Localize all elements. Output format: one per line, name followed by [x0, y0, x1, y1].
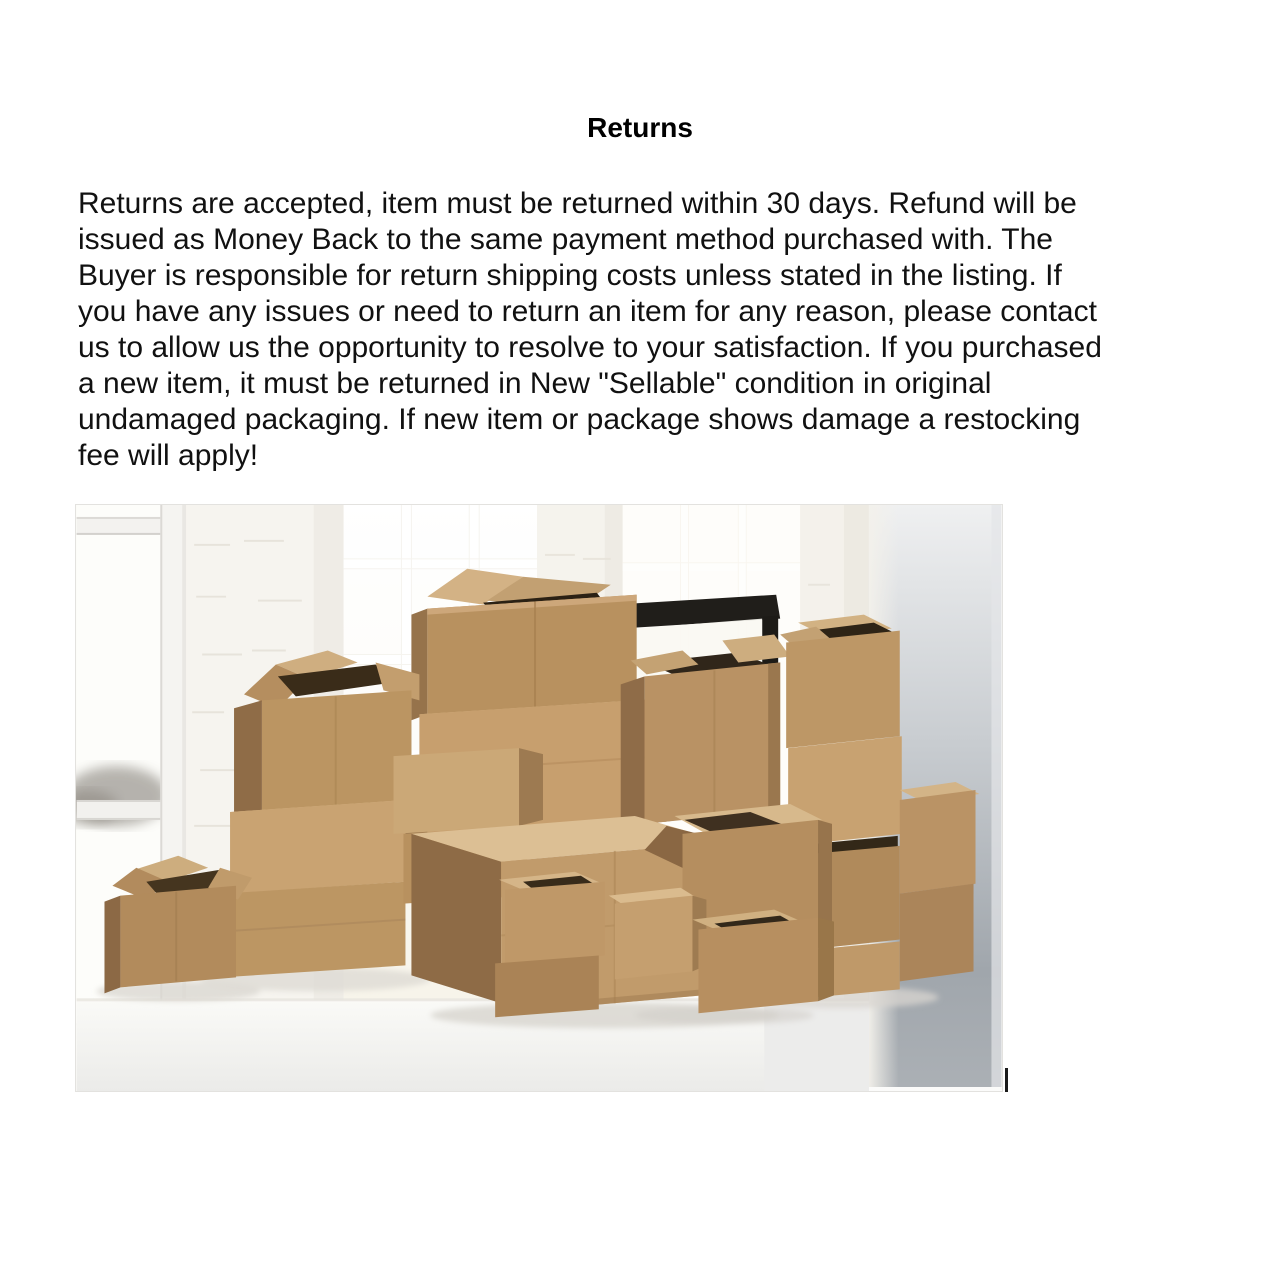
- boxes-photo: [75, 504, 1003, 1092]
- policy-text-line: fee will apply!: [78, 439, 259, 472]
- policy-text-line: Buyer is responsible for return shipping costs unless stated in the listing. If: [78, 259, 1062, 292]
- page-title: Returns: [587, 112, 693, 143]
- policy-text-line: you have any issues or need to return an item for any reason, please contact: [78, 295, 1097, 328]
- policy-text-line: undamaged packaging. If new item or package shows damage a restocking: [78, 403, 1081, 436]
- policy-text-line: a new item, it must be returned in New "Sellable" condition in original: [78, 367, 992, 400]
- policy-paragraph: [78, 186, 1218, 474]
- policy-text-line: us to allow us the opportunity to resolve to your satisfaction. If you purchased: [78, 331, 1102, 364]
- policy-text-line: issued as Money Back to the same payment method purchased with. The: [78, 223, 1053, 256]
- boxes-photo-illustration: [76, 505, 1002, 1091]
- text-cursor-artifact: [1005, 1068, 1008, 1092]
- policy-text-line: Returns are accepted, item must be returned within 30 days. Refund will be: [78, 187, 1077, 220]
